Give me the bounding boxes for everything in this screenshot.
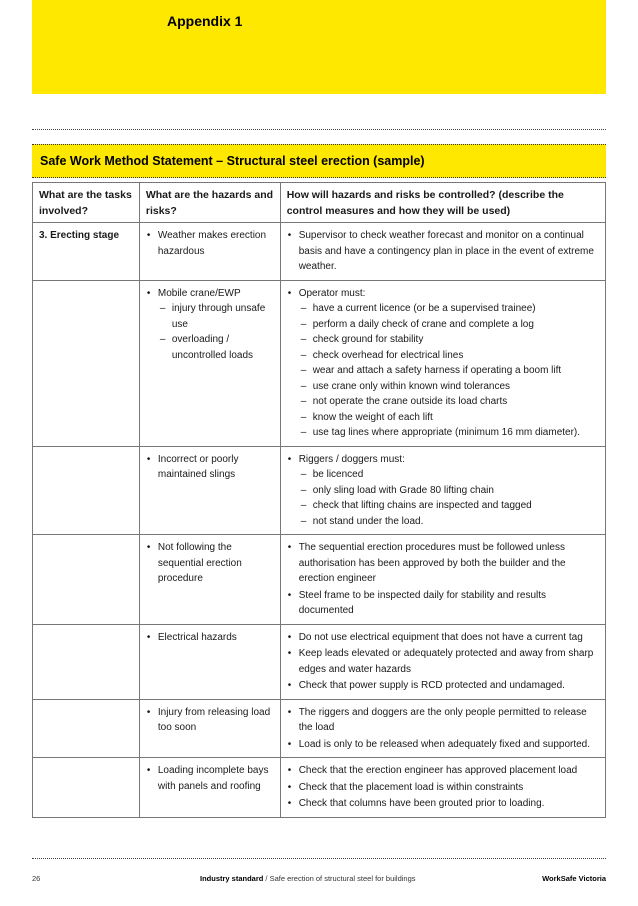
header-tasks: What are the tasks involved? — [33, 183, 140, 223]
footer-document-title — [200, 874, 416, 883]
hazard-cell — [139, 535, 280, 625]
task-cell-empty — [33, 446, 140, 535]
control-subitem: – check overhead for electrical lines — [301, 348, 601, 364]
control-subitem: – wear and attach a safety harness if operating a boom lift — [301, 363, 601, 379]
control-subitem: – check ground for stability — [301, 332, 601, 348]
hazard-cell — [139, 758, 280, 818]
hazard-item: • Injury from releasing load too soon — [146, 705, 276, 736]
appendix-title: Appendix 1 — [167, 13, 243, 29]
control-item: • Check that power supply is RCD protected and undamaged. — [287, 678, 601, 694]
task-cell-empty — [33, 699, 140, 758]
control-subitem: – only sling load with Grade 80 lifting chain — [301, 483, 601, 499]
hazard-subitem: – injury through unsafe use — [160, 301, 276, 332]
footer-doc-rest: / Safe erection of structural steel for buildings — [263, 874, 416, 883]
control-subitem: – not operate the crane outside its load charts — [301, 394, 601, 410]
control-item: • The sequential erection procedures must be followed unless authorisation has been approved by both the builder and the erection engineer — [287, 540, 601, 587]
statement-title: Safe Work Method Statement – Structural steel erection (sample) — [40, 154, 425, 168]
control-item: • The riggers and doggers are the only people permitted to release the load — [287, 705, 601, 736]
control-subitem: – know the weight of each lift — [301, 410, 601, 426]
control-item: • Check that columns have been grouted prior to loading. — [287, 796, 601, 812]
control-item: • Keep leads elevated or adequately protected and away from sharp edges and water hazards — [287, 646, 601, 677]
hazard-item: • Incorrect or poorly maintained slings — [146, 452, 276, 483]
hazard-cell — [139, 223, 280, 281]
controls-cell — [280, 624, 605, 699]
table-header-row — [33, 183, 606, 223]
controls-cell — [280, 446, 605, 535]
table-row — [33, 223, 606, 281]
footer-doc-bold: Industry standard — [200, 874, 264, 883]
control-subitem: – perform a daily check of crane and complete a log — [301, 317, 601, 333]
hazard-cell — [139, 699, 280, 758]
footer-publisher: WorkSafe Victoria — [542, 874, 606, 883]
table-row — [33, 624, 606, 699]
table-row — [33, 535, 606, 625]
table-row — [33, 758, 606, 818]
hazard-item: • Weather makes erection hazardous — [146, 228, 276, 259]
control-item: • Do not use electrical equipment that does not have a current tag — [287, 630, 601, 646]
control-subitem: – be licenced — [301, 467, 601, 483]
hazard-item — [146, 286, 276, 364]
task-cell-empty — [33, 535, 140, 625]
controls-cell — [280, 535, 605, 625]
header-banner — [32, 0, 606, 94]
control-subitem: – use tag lines where appropriate (minimum 16 mm diameter). — [301, 425, 601, 441]
hazard-item: • Not following the sequential erection procedure — [146, 540, 276, 587]
control-subitem: – use crane only within known wind tolerances — [301, 379, 601, 395]
page-number: 26 — [32, 874, 41, 883]
hazard-cell — [139, 624, 280, 699]
table-row — [33, 280, 606, 446]
control-item — [287, 452, 601, 530]
control-item: • Steel frame to be inspected daily for stability and results documented — [287, 588, 601, 619]
control-item: • Load is only to be released when adequately fixed and supported. — [287, 737, 601, 753]
hazard-cell — [139, 280, 280, 446]
control-lead: Riggers / doggers must: — [298, 453, 405, 465]
controls-cell — [280, 223, 605, 281]
divider-top — [32, 129, 606, 130]
divider-bottom — [32, 858, 606, 859]
header-controls: How will hazards and risks be controlled? (describe the control measures and how they will be used) — [280, 183, 605, 223]
task-cell-empty — [33, 280, 140, 446]
swms-table — [32, 182, 606, 818]
table-row — [33, 699, 606, 758]
task-cell: 3. Erecting stage — [33, 223, 140, 281]
controls-cell — [280, 699, 605, 758]
table-row — [33, 446, 606, 535]
control-subitem: – have a current licence (or be a supervised trainee) — [301, 301, 601, 317]
header-hazards: What are the hazards and risks? — [139, 183, 280, 223]
hazard-cell — [139, 446, 280, 535]
control-item — [287, 286, 601, 441]
control-item: • Check that the placement load is within constraints — [287, 780, 601, 796]
controls-cell — [280, 280, 605, 446]
control-subitem: – not stand under the load. — [301, 514, 601, 530]
hazard-item: • Loading incomplete bays with panels and roofing — [146, 763, 276, 794]
hazard-subitem: – overloading / uncontrolled loads — [160, 332, 276, 363]
control-lead: Operator must: — [298, 287, 366, 299]
control-item: • Check that the erection engineer has approved placement load — [287, 763, 601, 779]
controls-cell — [280, 758, 605, 818]
statement-title-bar — [32, 144, 606, 178]
task-cell-empty — [33, 624, 140, 699]
hazard-label: Mobile crane/EWP — [157, 287, 241, 299]
task-cell-empty — [33, 758, 140, 818]
hazard-item: • Electrical hazards — [146, 630, 276, 646]
control-item: • Supervisor to check weather forecast and monitor on a continual basis and have a contingency plan in place in the event of extreme weather. — [287, 228, 601, 275]
control-subitem: – check that lifting chains are inspected and tagged — [301, 498, 601, 514]
